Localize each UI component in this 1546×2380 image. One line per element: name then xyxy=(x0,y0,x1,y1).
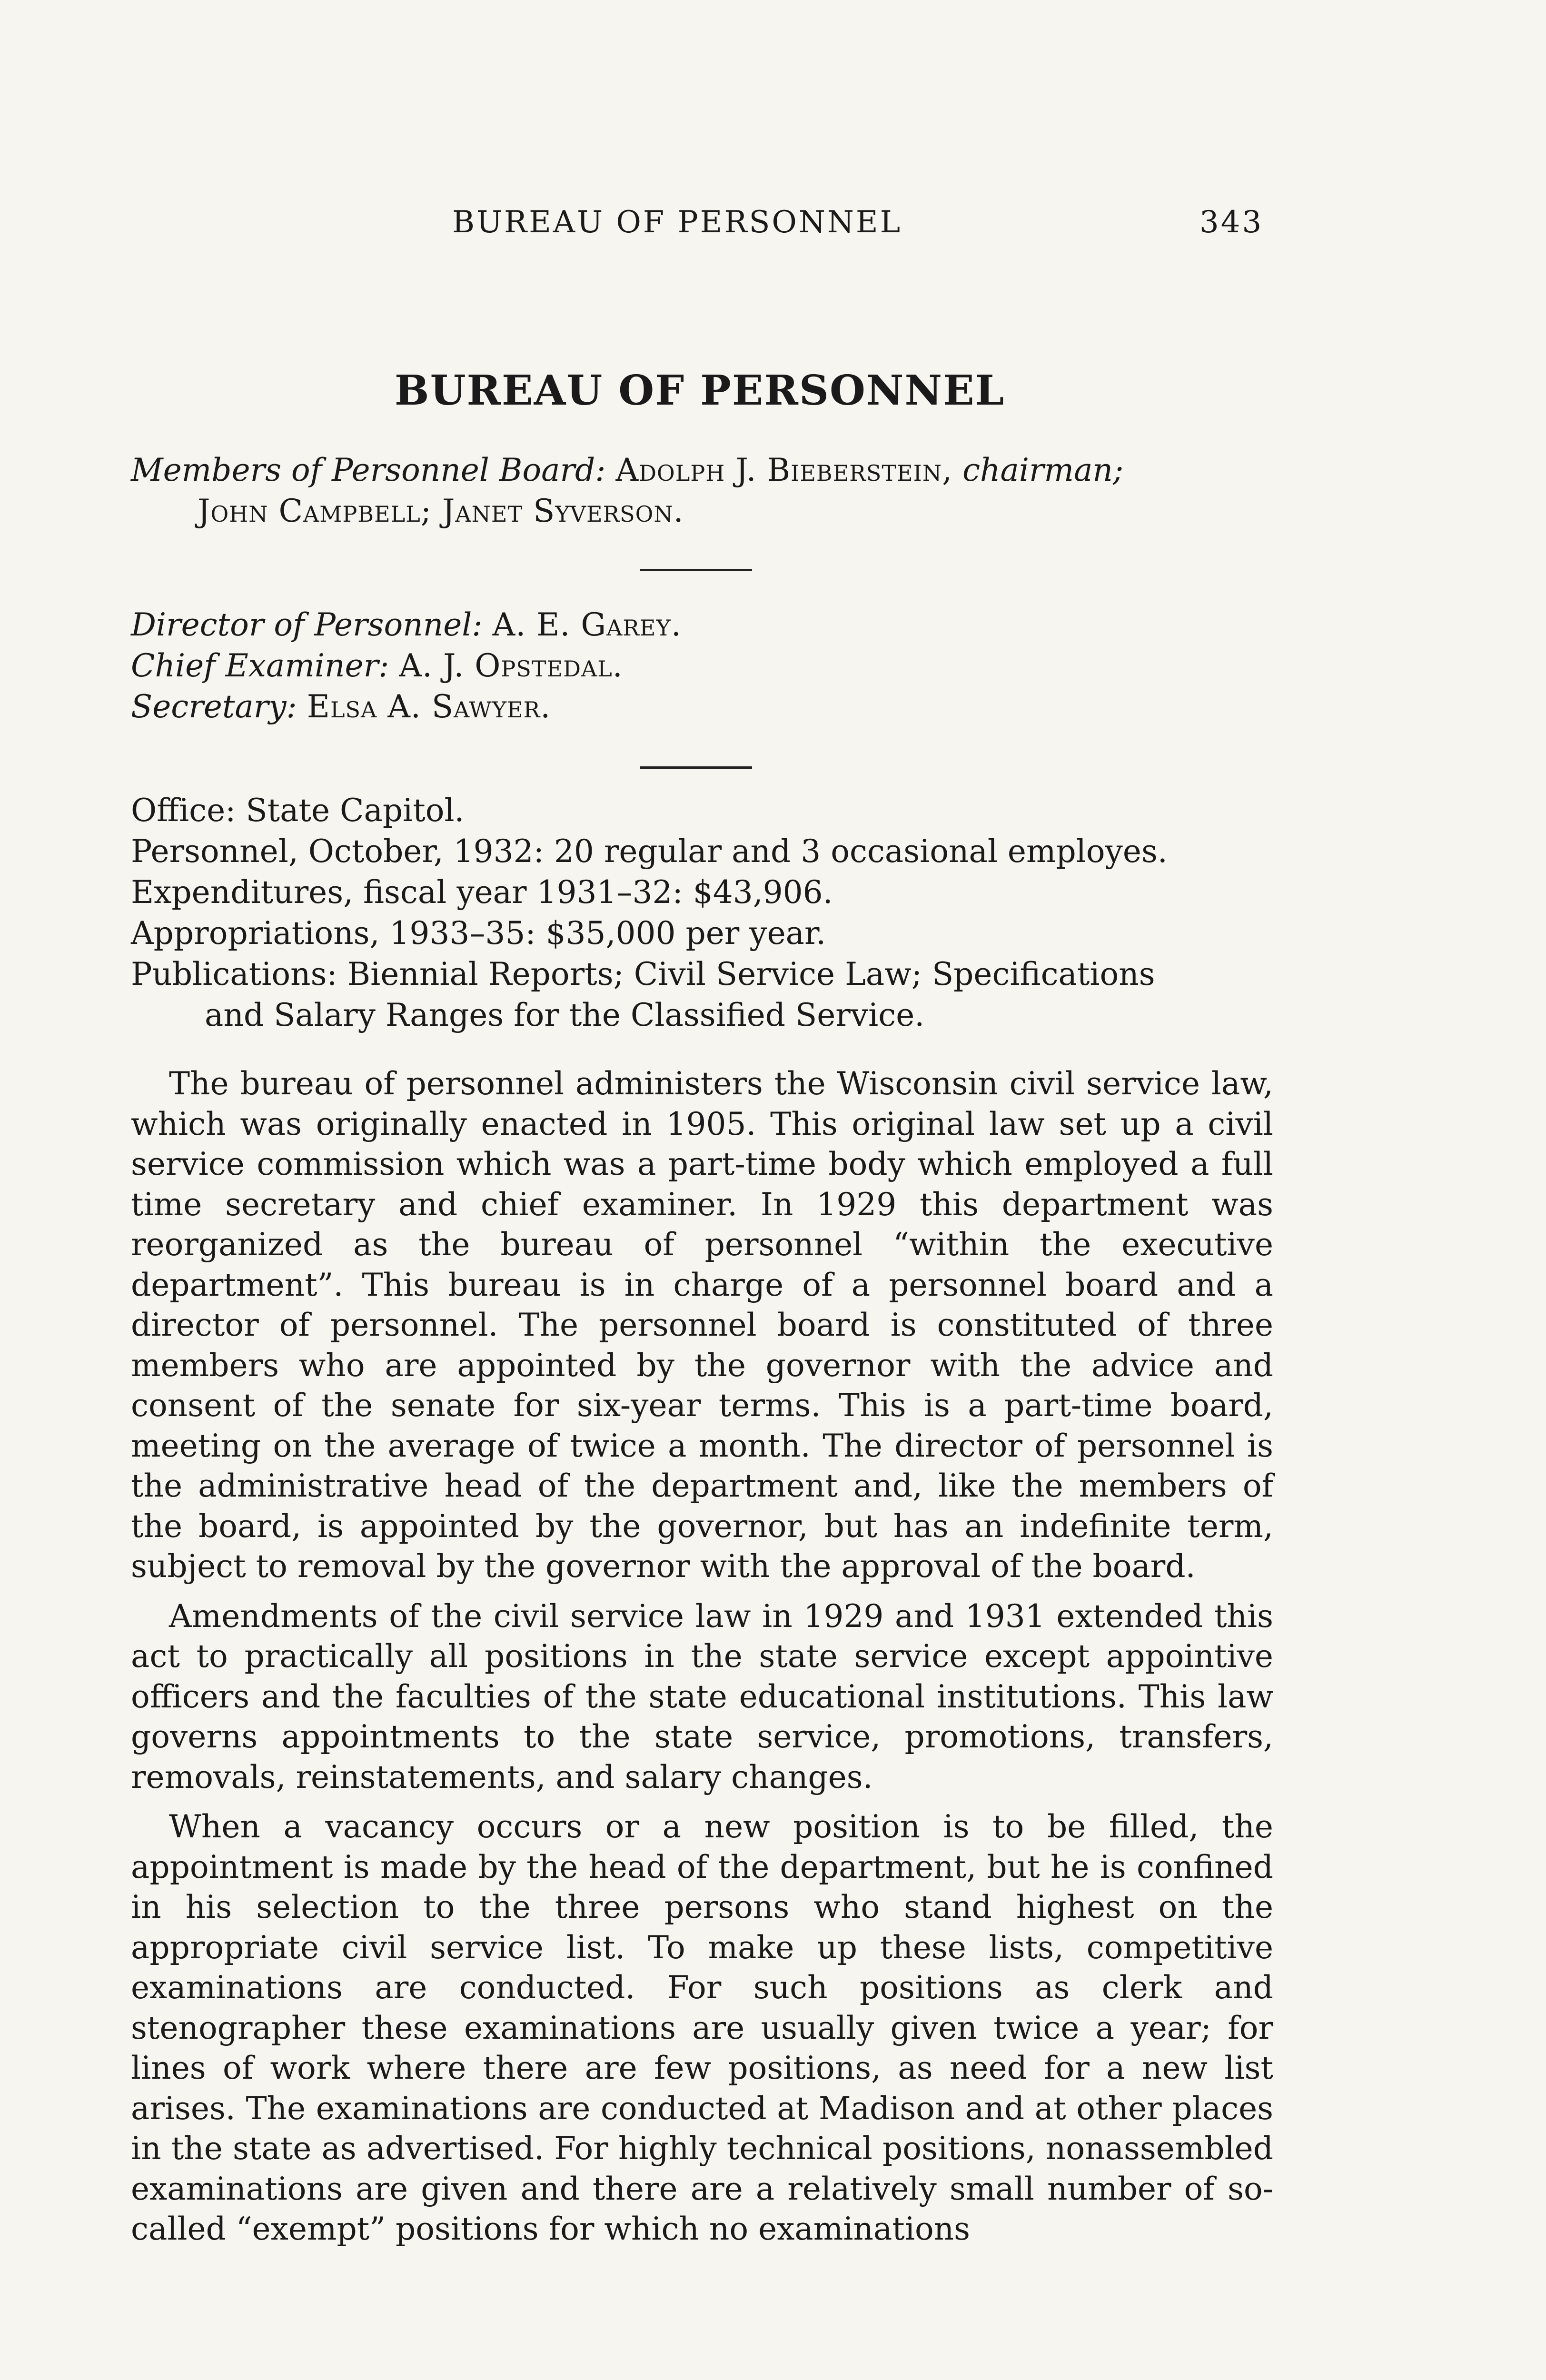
officer-secretary xyxy=(131,686,1273,727)
paragraph: Amendments of the civil service law in 1929 and 1931 extended this act to practically all positions in the state service except appointive officers and the faculties of the state educational institutions. This law governs appointments to the state service, promotions, transfers, removals, reinstatements, and salary changes. xyxy=(131,1597,1273,1795)
officer-label: Chief Examiner: xyxy=(131,647,389,684)
officer-chief-examiner xyxy=(131,645,1273,686)
divider-rule xyxy=(640,766,752,769)
divider-rule xyxy=(640,569,752,571)
body-text xyxy=(131,1064,1273,2259)
fact-office: Office: State Capitol. xyxy=(131,792,465,829)
officer-director xyxy=(131,605,1273,645)
paragraph: When a vacancy occurs or a new position is to be filled, the appointment is made by the head of the department, but he is confined in his selection to the three persons who stand highest on the appropriate civil service list. To make up these lists, competitive examinations are conducted. For such positions as clerk and stenographer these examinations are usually given twice a year; for lines of work where there are few positions, as need for a new list arises. The examinations are conducted at Madison and at other places in the state as advertised. For highly technical positions, nonassembled examinations are given and there are a relatively small number of so-called “exempt” positions for which no examinations xyxy=(131,1808,1273,2247)
member-names: John Campbell; Janet Syverson. xyxy=(198,493,684,529)
fact-personnel: Personnel, October, 1932: 20 regular and 3 occasional employes. xyxy=(131,833,1168,870)
officer-label: Secretary: xyxy=(131,688,297,725)
fact-publications-continued: and Salary Ranges for the Classified Service. xyxy=(205,997,925,1033)
members-line-2 xyxy=(131,491,1273,532)
officer-name: A. E. Garey. xyxy=(492,606,682,643)
member-name-chairman: Adolph J. Bieberstein, xyxy=(615,452,953,488)
facts-block xyxy=(131,790,1273,1036)
paragraph: The bureau of personnel administers the Wisconsin civil service law, which was originally enacted in 1905. This original law set up a civil service commission which was a part-time body which employed a full time secretary and chief examiner. In 1929 this department was reorganized as the bureau of personnel “within the executive department”. This bureau is in charge of a personnel board and a director of personnel. The personnel board is constituted of three members who are appointed by the governor with the advice and consent of the senate for six-year terms. This is a part-time board, meeting on the average of twice a month. The director of personnel is the administrative head of the department and, like the members of the board, is appointed by the governor, but has an indefinite term, subject to removal by the governor with the approval of the board. xyxy=(131,1065,1273,1585)
members-label: Members of Personnel Board: xyxy=(131,452,606,488)
running-title: BUREAU OF PERSONNEL xyxy=(452,205,902,240)
board-members xyxy=(131,450,1273,532)
fact-appropriations: Appropriations, 1933–35: $35,000 per year. xyxy=(131,915,826,952)
officers-list xyxy=(131,605,1273,727)
officer-name: A. J. Opstedal. xyxy=(399,647,623,684)
member-role: chairman; xyxy=(962,452,1124,488)
fact-expenditures: Expenditures, fiscal year 1931–32: $43,906. xyxy=(131,874,833,911)
officer-name: Elsa A. Sawyer. xyxy=(307,688,551,725)
members-line-1 xyxy=(131,450,1273,491)
page-number: 343 xyxy=(1199,205,1264,240)
fact-publications: Publications: Biennial Reports; Civil Service Law; Specifications xyxy=(131,956,1155,992)
section-title: BUREAU OF PERSONNEL xyxy=(394,367,1005,415)
officer-label: Director of Personnel: xyxy=(131,606,483,643)
